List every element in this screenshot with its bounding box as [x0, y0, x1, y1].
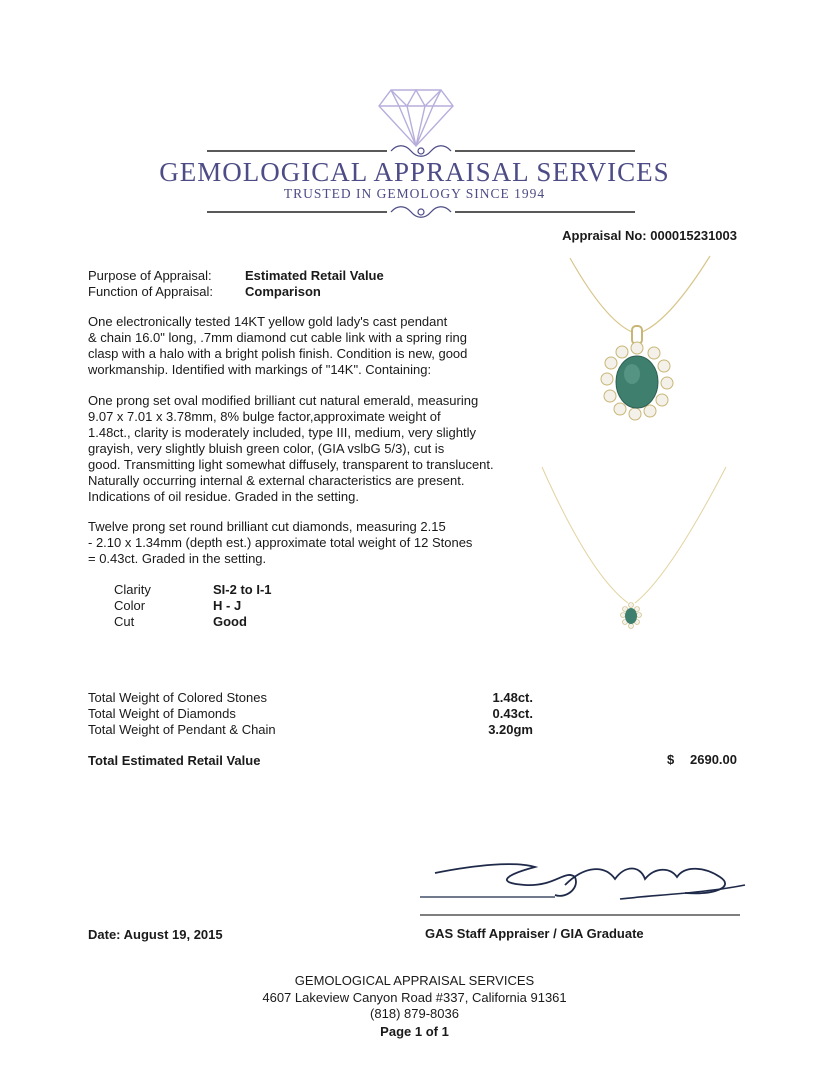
logo-diamond-icon	[377, 88, 455, 148]
emerald-line: 9.07 x 7.01 x 3.78mm, 8% bulge factor,approximate weight of	[88, 409, 441, 424]
emerald-description	[88, 393, 528, 505]
total-value-diamonds: 0.43ct.	[492, 706, 533, 721]
item-line: & chain 16.0" long, .7mm diamond cut cable link with a spring ring	[88, 330, 467, 345]
function-label: Function of Appraisal:	[88, 284, 214, 299]
grade-label-clarity: Clarity	[114, 582, 151, 597]
grade-value-clarity: SI-2 to I-1	[213, 582, 272, 597]
logo-bottom-rule	[207, 203, 635, 221]
footer-address: 4607 Lakeview Canyon Road #337, California 91361	[262, 990, 567, 1005]
grade-value-cut: Good	[213, 614, 247, 629]
pendant-full-image	[540, 465, 730, 640]
footer-page-number: Page 1 of 1	[380, 1024, 449, 1039]
appraisal-number: Appraisal No: 000015231003	[562, 228, 737, 243]
function-value: Comparison	[245, 284, 321, 299]
grade-value-color: H - J	[213, 598, 242, 613]
item-line: clasp with a halo with a bright polish finish. Condition is new, good	[88, 346, 468, 361]
item-line: One electronically tested 14KT yellow gold lady's cast pendant	[88, 314, 448, 329]
appraisal-date: Date: August 19, 2015	[88, 927, 223, 942]
retail-amount: 2690.00	[690, 752, 737, 767]
emerald-line: One prong set oval modified brilliant cut natural emerald, measuring	[88, 393, 479, 408]
emerald-line: Naturally occurring internal & external characteristics are present.	[88, 473, 465, 488]
item-description	[88, 314, 528, 378]
appraiser-title: GAS Staff Appraiser / GIA Graduate	[425, 926, 644, 941]
diamond-line: - 2.10 x 1.34mm (depth est.) approximate total weight of 12 Stones	[88, 535, 473, 550]
diamond-description	[88, 519, 528, 567]
total-label-diamonds: Total Weight of Diamonds	[88, 706, 236, 721]
diamond-line: = 0.43ct. Graded in the setting.	[88, 551, 267, 566]
appraiser-signature	[415, 855, 755, 917]
purpose-label: Purpose of Appraisal:	[88, 268, 212, 283]
emerald-line: 1.48ct., clarity is moderately included, type III, medium, very slightly	[88, 425, 476, 440]
retail-currency: $	[667, 752, 675, 767]
pendant-closeup-image	[560, 250, 720, 440]
grade-label-cut: Cut	[114, 614, 135, 629]
purpose-value: Estimated Retail Value	[245, 268, 384, 283]
company-tagline: TRUSTED IN GEMOLOGY SINCE 1994	[283, 186, 546, 201]
emerald-line: grayish, very slightly bluish green color, (GIA vslbG 5/3), cut is	[88, 441, 445, 456]
total-label-colored-stones: Total Weight of Colored Stones	[88, 690, 267, 705]
footer-company: GEMOLOGICAL APPRAISAL SERVICES	[294, 973, 535, 988]
grade-label-color: Color	[114, 598, 146, 613]
diamond-line: Twelve prong set round brilliant cut diamonds, measuring 2.15	[88, 519, 446, 534]
retail-value-label: Total Estimated Retail Value	[88, 753, 261, 768]
total-value-colored-stones: 1.48ct.	[492, 690, 533, 705]
emerald-line: Indications of oil residue. Graded in the setting.	[88, 489, 359, 504]
total-label-pendant-chain: Total Weight of Pendant & Chain	[88, 722, 276, 737]
total-value-pendant-chain: 3.20gm	[488, 722, 533, 737]
item-line: workmanship. Identified with markings of "14K". Containing:	[88, 362, 432, 377]
company-name: GEMOLOGICAL APPRAISAL SERVICES	[159, 157, 670, 187]
footer-phone: (818) 879-8036	[370, 1006, 459, 1021]
emerald-line: good. Transmitting light somewhat diffusely, transparent to translucent.	[88, 457, 494, 472]
